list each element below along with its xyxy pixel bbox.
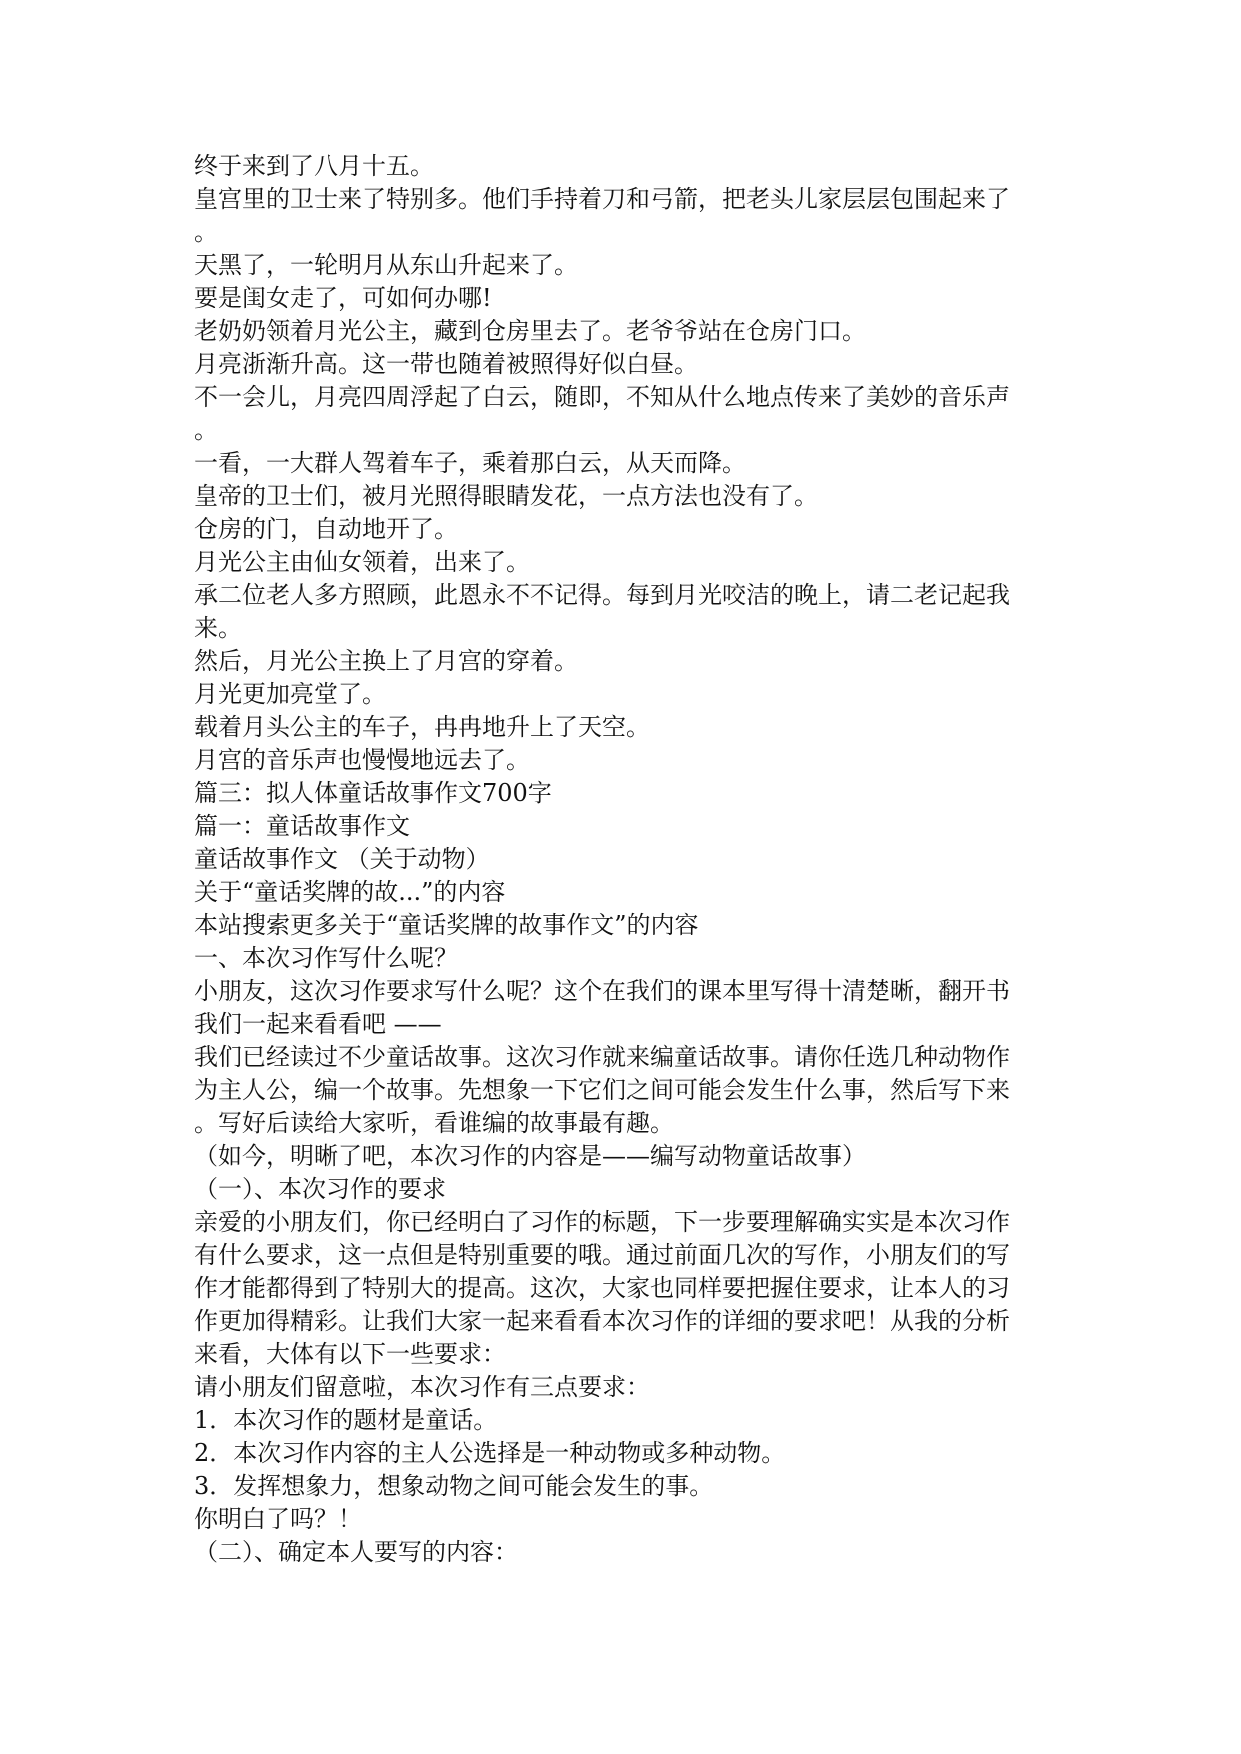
text-line: 不一会儿，月亮四周浮起了白云，随即，不知从什么地点传来了美妙的音乐声 [194,383,1010,411]
document-page [194,150,1054,1569]
text-line: 然后，月光公主换上了月宫的穿着。 [194,647,578,675]
text-line: 来看，大体有以下一些要求： [194,1340,506,1368]
section-heading: （二）、确定本人要写的内容： [194,1538,518,1566]
text-line: 小朋友，这次习作要求写什么呢？这个在我们的课本里写得十清楚晰，翻开书 [194,977,1010,1005]
text-line: 老奶奶领着月光公主，藏到仓房里去了。老爷爷站在仓房门口。 [194,317,866,345]
text-line: 为主人公，编一个故事。先想象一下它们之间可能会发生什么事，然后写下来 [194,1076,1010,1104]
list-item: 1．本次习作的题材是童话。 [194,1406,498,1434]
text-line: 。 [194,416,218,444]
text-line: 请小朋友们留意啦，本次习作有三点要求： [194,1373,650,1401]
text-line: 你明白了吗？！ [194,1505,362,1533]
text-line: 亲爱的小朋友们，你已经明白了习作的标题，下一步要理解确实实是本次习作 [194,1208,1010,1236]
text-line: 月宫的音乐声也慢慢地远去了。 [194,746,530,774]
text-line: 皇帝的卫士们，被月光照得眼睛发花，一点方法也没有了。 [194,482,818,510]
text-line: 有什么要求，这一点但是特别重要的哦。通过前面几次的写作，小朋友们的写 [194,1241,1010,1269]
text-line: 。 [194,218,218,246]
text-line: 月光更加亮堂了。 [194,680,386,708]
text-line: 要是闺女走了，可如何办哪! [194,284,492,312]
text-line: 来。 [194,614,242,642]
text-line: 月亮浙渐升高。这一带也随着被照得好似白昼。 [194,350,698,378]
text-line: 承二位老人多方照顾，此恩永不不记得。每到月光咬洁的晚上，请二老记起我 [194,581,1010,609]
text-line: 仓房的门，自动地开了。 [194,515,458,543]
section-heading: （一）、本次习作的要求 [194,1175,446,1203]
section-heading: 一、本次习作写什么呢？ [194,944,458,972]
text-line: 月光公主由仙女领着，出来了。 [194,548,530,576]
text-line: 载着月头公主的车子，冉冉地升上了天空。 [194,713,650,741]
section-heading: 篇一：童话故事作文 [194,812,410,840]
section-heading: 篇三：拟人体童话故事作文700字 [194,779,552,807]
text-line: 关于“童话奖牌的故...”的内容 [194,878,506,906]
text-line: 。写好后读给大家听，看谁编的故事最有趣。 [194,1109,674,1137]
text-line: 我们一起来看看吧 —— [194,1010,442,1038]
list-item: 3．发挥想象力，想象动物之间可能会发生的事。 [194,1472,714,1500]
text-line: 我们已经读过不少童话故事。这次习作就来编童话故事。请你任选几种动物作 [194,1043,1010,1071]
text-line: 终于来到了八月十五。 [194,152,434,180]
text-line: 天黑了，一轮明月从东山升起来了。 [194,251,578,279]
text-line: 作更加得精彩。让我们大家一起来看看本次习作的详细的要求吧！从我的分析 [194,1307,1010,1335]
text-line: 本站搜索更多关于“童话奖牌的故事作文”的内容 [194,911,699,939]
text-line: 作才能都得到了特别大的提高。这次，大家也同样要把握住要求，让本人的习 [194,1274,1010,1302]
text-line: （如今，明晰了吧，本次习作的内容是——编写动物童话故事） [194,1142,866,1170]
text-line: 一看，一大群人驾着车子，乘着那白云，从天而降。 [194,449,746,477]
text-line: 皇宫里的卫士来了特别多。他们手持着刀和弓箭，把老头儿家层层包围起来了 [194,185,1010,213]
list-item: 2．本次习作内容的主人公选择是一种动物或多种动物。 [194,1439,786,1467]
text-line: 童话故事作文 （关于动物） [194,845,490,873]
